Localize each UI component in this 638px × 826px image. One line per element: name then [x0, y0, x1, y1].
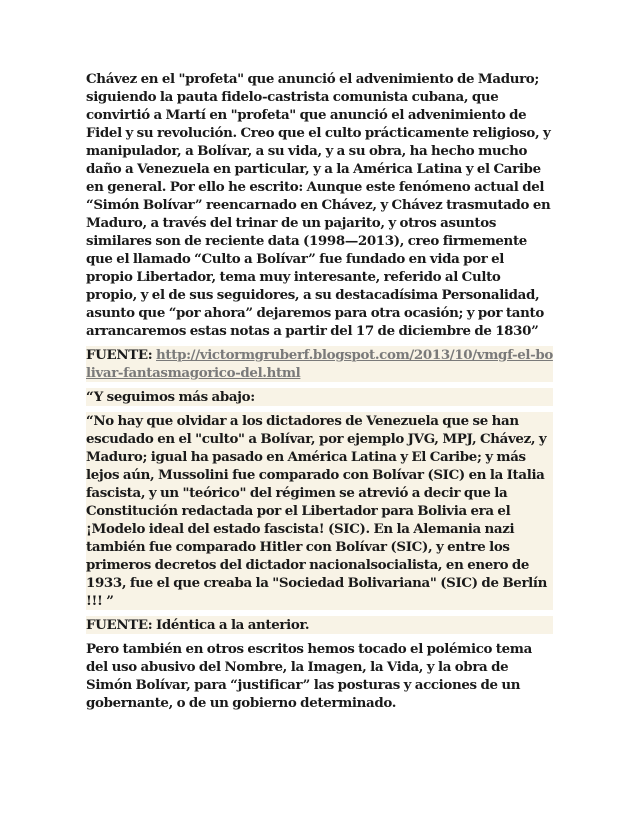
paragraph-closing: Pero también en otros escritos hemos tocado el polémico tema del uso abusivo del Nombre, la Imagen, la Vida, y la obra de Simón Bolívar, para “justificar” las posturas y acciones de un gobernante, o de un gobierno determinado.: [86, 641, 532, 711]
paragraph-continuation: “Y seguimos más abajo:: [86, 388, 553, 406]
document-body: [86, 70, 553, 712]
source-link[interactable]: http://victormgruberf.blogspot.com/2013/10/vmgf-el-bolivar-fantasmagorico-del.html: [86, 347, 553, 381]
source-label: FUENTE:: [86, 347, 157, 363]
source-citation-1: [86, 346, 553, 382]
paragraph-quote-intro: Chávez en el "profeta" que anunció el advenimiento de Maduro; siguiendo la pauta fidelo-castrista comunista cubana, que convirtió a Martí en "profeta" que anunció el advenimiento de Fidel y su revolución. Creo que el culto prácticamente religioso, y manipulador, a Bolívar, a su vida, y a su obra, ha hecho mucho daño a Venezuela en particular, y a la América Latina y el Caribe en general. Por ello he escrito: Aunque este fenómeno actual del “Simón Bolívar” reencarnado en Chávez, y Chávez trasmutado en Maduro, a través del trinar de un pajarito, y otros asuntos similares son de reciente data (1998—2013), creo firmemente que el llamado “Culto a Bolívar” fue fundado en vida por el propio Libertador, tema muy interesante, referido al Culto propio, y el de sus seguidores, a su destacadísima Personalidad, asunto que “por ahora” dejaremos para otra ocasión; y por tanto arrancaremos estas notas a partir del 17 de diciembre de 1830”: [86, 71, 551, 339]
source-citation-2: FUENTE: Idéntica a la anterior.: [86, 616, 553, 634]
paragraph-dictators-quote: “No hay que olvidar a los dictadores de Venezuela que se han escudado en el "culto" a Bolívar, por ejemplo JVG, MPJ, Chávez, y Maduro; igual ha pasado en América Latina y El Caribe; y más lejos aún, Mussolini fue comparado con Bolívar (SIC) en la Italia fascista, y un "teórico" del régimen se atrevió a decir que la Constitución redactada por el Libertador para Bolivia era el ¡Modelo ideal del estado fascista! (SIC). En la Alemania nazi también fue comparado Hitler con Bolívar (SIC), y entre los primeros decretos del dictador nacionalsocialista, en enero de 1933, fue el que creaba la "Sociedad Bolivariana" (SIC) de Berlín !!! ”: [86, 412, 553, 610]
